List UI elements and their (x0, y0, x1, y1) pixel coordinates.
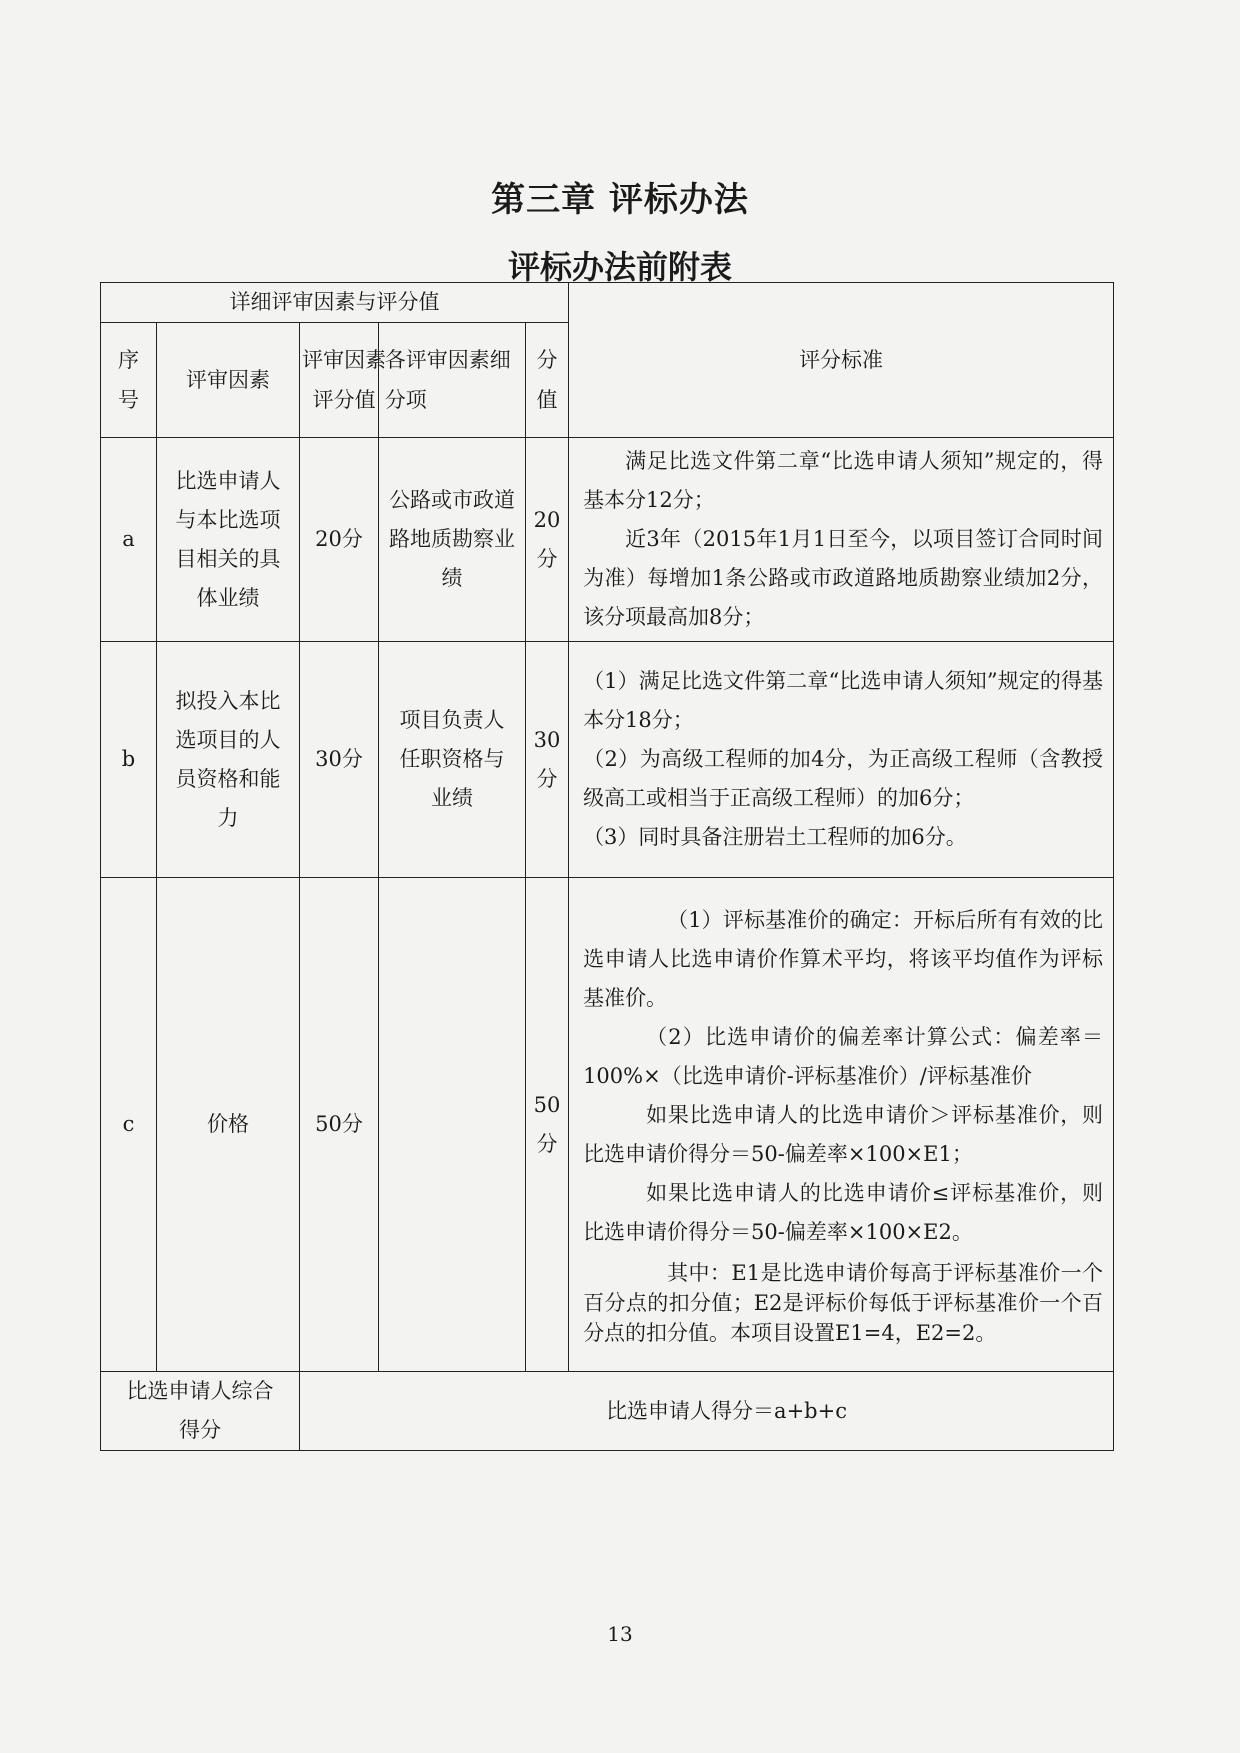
criteria-line: 其中：E1是比选申请价每高于评标基准价一个百分点的扣分值；E2是评标价每低于评标基准价一个百分点的扣分值。本项目设置E1=4，E2=2。 (583, 1261, 1104, 1345)
criteria-line: （1）评标基准价的确定：开标后所有有效的比选申请人比选申请价作算术平均，将该平均值作为评标基准价。 (583, 908, 1104, 1010)
header-sub-item: 各评审因素细分项 (379, 323, 526, 438)
header-factor: 评审因素 (157, 323, 300, 438)
criteria-line: （1）满足比选文件第二章“比选申请人须知”规定的得基本分18分； (583, 669, 1104, 732)
group-header: 详细评审因素与评分值 (101, 283, 569, 323)
header-factor-score: 评审因素评分值 (300, 323, 379, 438)
row-factor-score: 20分 (300, 438, 379, 642)
criteria-line: （2）为高级工程师的加4分，为正高级工程师（含教授级高工或相当于正高级工程师）的加6分； (583, 747, 1104, 810)
row-no: c (101, 878, 157, 1372)
table-row (101, 438, 1114, 642)
row-no: b (101, 642, 157, 878)
row-points: 20分 (526, 438, 569, 642)
total-row (101, 1372, 1114, 1451)
total-label: 比选申请人综合得分 (101, 1372, 300, 1451)
header-points: 分值 (526, 323, 569, 438)
criteria-line: （3）同时具备注册岩土工程师的加6分。 (583, 825, 967, 849)
page-number: 13 (607, 1622, 633, 1646)
row-factor: 价格 (157, 878, 300, 1372)
row-factor-score: 50分 (300, 878, 379, 1372)
row-sub-item: 项目负责人任职资格与业绩 (379, 642, 526, 878)
header-criteria: 评分标准 (569, 283, 1114, 438)
chapter-title: 第三章 评标办法 (491, 180, 749, 220)
table-title: 评标办法前附表 (507, 248, 732, 286)
row-criteria (569, 642, 1114, 878)
row-points: 50分 (526, 878, 569, 1372)
row-factor: 拟投入本比选项目的人员资格和能力 (157, 642, 300, 878)
row-factor: 比选申请人与本比选项目相关的具体业绩 (157, 438, 300, 642)
row-points: 30分 (526, 642, 569, 878)
header-no: 序号 (101, 323, 157, 438)
table-row (101, 878, 1114, 1372)
row-sub-item (379, 878, 526, 1372)
criteria-line: 满足比选文件第二章“比选申请人须知”规定的，得基本分12分； (583, 449, 1104, 512)
row-criteria (569, 878, 1114, 1372)
total-formula: 比选申请人得分＝a+b+c (300, 1372, 1114, 1451)
criteria-line: 如果比选申请人的比选申请价＞评标基准价，则比选申请价得分＝50-偏差率×100×E1； (583, 1103, 1104, 1166)
criteria-line: 近3年（2015年1月1日至今，以项目签订合同时间为准）每增加1条公路或市政道路地质勘察业绩加2分，该分项最高加8分； (583, 527, 1104, 629)
row-no: a (101, 438, 157, 642)
scoring-table (100, 282, 1114, 1451)
row-criteria (569, 438, 1114, 642)
table-row (101, 642, 1114, 878)
row-factor-score: 30分 (300, 642, 379, 878)
row-sub-item: 公路或市政道路地质勘察业绩 (379, 438, 526, 642)
criteria-line: （2）比选申请价的偏差率计算公式：偏差率＝100%×（比选申请价-评标基准价）/评标基准价 (583, 1025, 1104, 1088)
criteria-line: 如果比选申请人的比选申请价≤评标基准价，则比选申请价得分＝50-偏差率×100×E2。 (583, 1181, 1104, 1244)
